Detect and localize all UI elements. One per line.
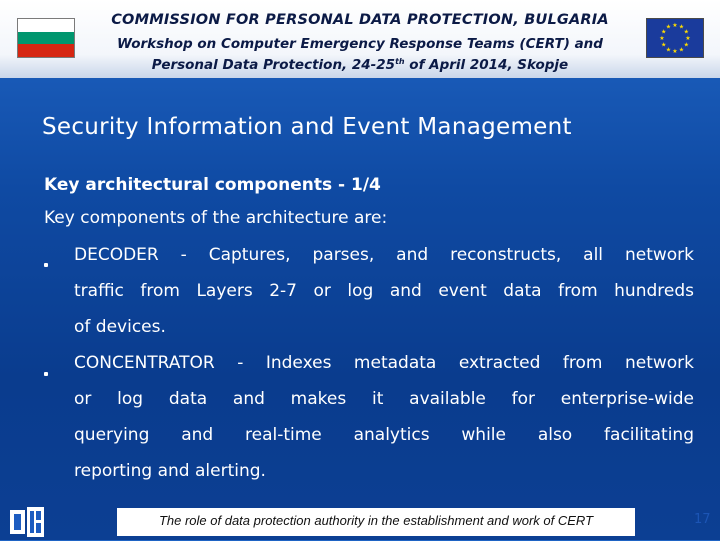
header-date-location [78,57,642,73]
bullet-text-line: reporting and alerting. [74,461,266,481]
bullet-text-line: CONCENTRATOR - Indexes metadata extracted from network [74,353,694,373]
header-banner [0,0,720,78]
header-workshop: Workshop on Computer Emergency Response Teams (CERT) and [117,36,603,52]
svg-text:★: ★ [661,41,667,49]
header-date-end: of April 2014, Skopje [404,57,569,73]
svg-text:★: ★ [672,22,678,29]
header-organization: COMMISSION FOR PERSONAL DATA PROTECTION, BULGARIA [111,12,609,28]
svg-text:★: ★ [683,41,689,49]
svg-text:★: ★ [661,28,667,36]
page-number: 17 [694,512,711,527]
header-date-suffix: th [395,57,405,66]
bulgaria-flag-icon [17,18,75,58]
bullet-marker [44,372,48,376]
header-date-start: Personal Data Protection, 24-25 [151,57,396,73]
slide-intro: Key components of the architecture are: [44,208,388,228]
eu-flag-icon [646,18,704,58]
svg-text:★: ★ [683,28,689,36]
svg-text:★: ★ [685,35,691,42]
svg-text:★: ★ [672,48,678,55]
bullet-text-line: or log data and makes it available for enterprise-wide [74,389,694,409]
svg-text:★: ★ [659,35,665,42]
bullet-text-line: traffic from Layers 2-7 or log and event data from hundreds [74,281,694,301]
bullet-text-line: DECODER - Captures, parses, and reconstructs, all network [74,245,694,265]
svg-text:★: ★ [665,23,672,31]
footer-caption: The role of data protection authority in the establishment and work of CERT [158,513,594,528]
svg-text:★: ★ [678,23,685,31]
bullet-text-line: of devices. [74,317,166,337]
svg-text:★: ★ [678,46,685,54]
bullet-marker [44,263,48,267]
slide-title: Security Information and Event Management [42,114,572,140]
logo-icon [10,507,44,537]
eu-stars-icon [647,19,703,57]
bullet-text-line: querying and real-time analytics while also facilitating [74,425,694,445]
slide-subtitle: Key architectural components - 1/4 [44,175,381,195]
svg-text:★: ★ [665,46,672,54]
